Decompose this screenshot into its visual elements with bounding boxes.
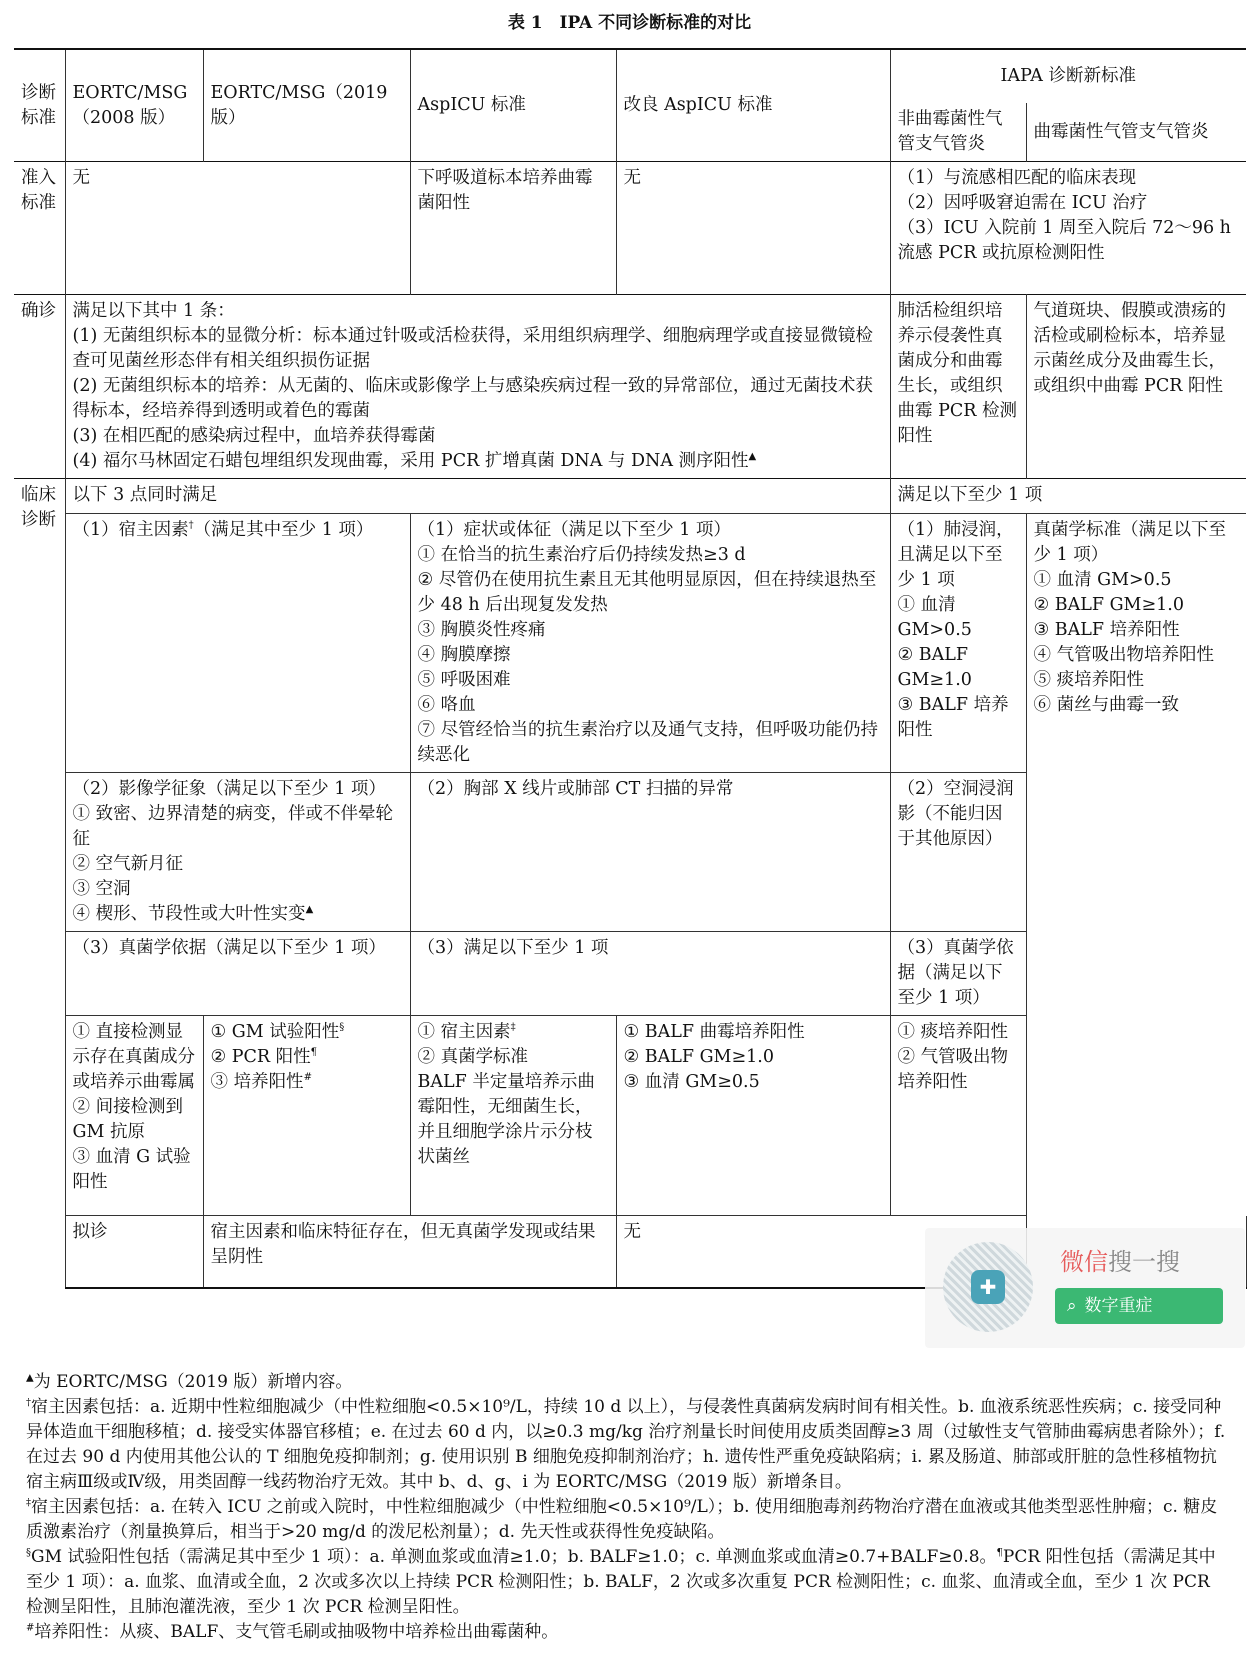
header-aspicu: AspICU 标准: [410, 49, 616, 162]
mycology-2008: ① 直接检测显示存在真菌成分或培养示曲霉属 ② 间接检测到 GM 抗原 ③ 血清 G 试验阳性: [65, 1016, 203, 1216]
iapa-non-tb-mycology: （3）真菌学依据（满足以下至少 1 项）: [890, 932, 1026, 1016]
row-label-clinical: 临床 诊断: [14, 479, 65, 1288]
clinical-all-three: 以下 3 点同时满足: [65, 479, 890, 514]
entry-eortc: 无: [65, 162, 410, 295]
mycology-evidence: （3）真菌学依据（满足以下至少 1 项）: [65, 932, 410, 1016]
wechat-label: 微信: [1060, 1248, 1108, 1276]
row-label-confirmed: 确诊: [14, 295, 65, 479]
iapa-tb-mycology: 真菌学标准（满足以下至少 1 项） ① 血清 GM>0.5 ② BALF GM≥1.0 ③ BALF 培养阳性 ④ 气管吸出物培养阳性 ⑤ 痰培养阳性 ⑥ 菌丝与曲霉一致: [1026, 514, 1246, 932]
chest-imaging-abnormal: （2）胸部 X 线片或肺部 CT 扫描的异常: [410, 773, 890, 932]
row-label-probable: 拟诊: [65, 1216, 203, 1288]
header-eortc-2008: EORTC/MSG （2008 版）: [65, 49, 203, 162]
header-iapa-non-tb: 非曲霉菌性气管支气管炎: [890, 103, 1026, 162]
search-label: 搜一搜: [1108, 1248, 1180, 1276]
imaging-signs: （2）影像学征象（满足以下至少 1 项） ① 致密、边界清楚的病变，伴或不伴晕轮征 ② 空气新月征 ③ 空洞 ④ 楔形、节段性或大叶性实变▲: [65, 773, 410, 932]
footnote-host-factors-eortc: †宿主因素包括：a. 近期中性粒细胞减少（中性粒细胞<0.5×10⁹/L，持续 10 d 以上），与侵袭性真菌病发病时间有相关性。b. 血液系统恶性疾病；c. 接受同种异体造血干细胞移植；d. 接受实体器官移植；e. 在过去 60 d 内，以≥0.3 mg/kg 治疗剂量长时间使用皮质类固醇≥3 周（过敏性支气管肺曲霉病患者除外）；f. 在过去 90 d 内使用其他公认的 T 细胞免疫抑制剂；g. 使用识别 B 细胞免疫抑制剂治疗；h. 遗传性严重免疫缺陷病；i. 累及肠道、肺部或肝脏的急性移植物抗宿主病Ⅲ级或Ⅳ级，用类固醇一线药物治疗无效。其中 b、d、g、i 为 EORTC/MSG（2019 版）新增条目。: [26, 1397, 1226, 1492]
entry-iapa: （1）与流感相匹配的临床表现 （2）因呼吸窘迫需在 ICU 治疗 （3）ICU 入院前 1 周至入院后 72～96 h 流感 PCR 或抗原检测阳性: [890, 162, 1246, 295]
entry-aspicu: 下呼吸道标本培养曲霉菌阳性: [410, 162, 616, 295]
entry-modified-aspicu: 无: [616, 162, 890, 295]
comparison-table: [14, 48, 1246, 1289]
wechat-watermark: [925, 1228, 1245, 1348]
mycology-2019: ① GM 试验阳性§ ② PCR 阳性¶ ③ 培养阳性#: [203, 1016, 410, 1216]
header-criteria: 诊断 标准: [14, 49, 65, 162]
confirmed-criteria: 满足以下其中 1 条： (1) 无菌组织标本的显微分析：标本通过针吸或活检获得，采用组织病理学、细胞病理学或直接显微镜检查可见菌丝形态伴有相关组织损伤证据 (2) 无菌组织标本的培养：从无菌的、临床或影像学上与感染疾病过程一致的异常部位，通过无菌技术获得标本，经培养得到透明或着色的霉菌 (3) 在相匹配的感染病过程中，血培养获得霉菌 (4) 福尔马林固定石蜡包埋组织发现曲霉，采用 PCR 扩增真菌 DNA 与 DNA 测序阳性▲: [65, 295, 890, 479]
medical-logo-icon: ✚: [971, 1270, 1005, 1304]
mycology-modified-aspicu: ① BALF 曲霉培养阳性 ② BALF GM≥1.0 ③ 血清 GM≥0.5: [616, 1016, 890, 1216]
search-button[interactable]: [1055, 1288, 1223, 1324]
probable-aspicu: 无: [616, 1216, 1026, 1288]
footnote-culture: #培养阳性：从痰、BALF、支气管毛刷或抽吸物中培养检出曲霉菌种。: [26, 1622, 559, 1642]
row-label-entry: 准入 标准: [14, 162, 65, 295]
wechat-search-brand: [1060, 1242, 1180, 1277]
probable-eortc: 宿主因素和临床特征存在，但无真菌学发现或结果呈阴性: [203, 1216, 616, 1288]
host-factor: （1）宿主因素†（满足其中至少 1 项）: [65, 514, 410, 773]
qr-code-icon: [943, 1242, 1033, 1332]
search-icon: ⌕: [1067, 1296, 1077, 1316]
mycology-at-least: （3）满足以下至少 1 项: [410, 932, 890, 1016]
header-eortc-2019: EORTC/MSG（2019 版）: [203, 49, 410, 162]
search-term: 数字重症: [1084, 1296, 1153, 1316]
header-modified-aspicu: 改良 AspICU 标准: [616, 49, 890, 162]
footnote-gm-pcr: §GM 试验阳性包括（需满足其中至少 1 项）：a. 单测血浆或血清≥1.0；b. BALF≥1.0；c. 单测血浆或血清≥0.7+BALF≥0.8。¶PCR 阳性包括（需满足其中至少 1 项）：a. 血浆、血清或全血，2 次或多次以上持续 PCR 检测阳性；b. BALF，2 次或多次重复 PCR 检测阳性；c. 血浆、血清或全血，至少 1 次 PCR 检测呈阳性，且肺泡灌洗液，至少 1 次 PCR 检测呈阳性。: [26, 1547, 1216, 1617]
iapa-non-tb-lung-infiltrate: （1）肺浸润，且满足以下至少 1 项 ① 血清 GM>0.5 ② BALF GM≥1.0 ③ BALF 培养阳性: [890, 514, 1026, 773]
header-iapa: IAPA 诊断新标准: [890, 49, 1246, 103]
symptoms-signs: （1）症状或体征（满足以下至少 1 项） ① 在恰当的抗生素治疗后仍持续发热≥3 d ② 尽管仍在使用抗生素且无其他明显原因，但在持续退热至少 48 h 后出现复发发热 ③ 胸膜炎性疼痛 ④ 胸膜摩擦 ⑤ 呼吸困难 ⑥ 咯血 ⑦ 尽管经恰当的抗生素治疗以及通气支持，但呼吸功能仍持续恶化: [410, 514, 890, 773]
footnote-host-factors-aspicu: ‡宿主因素包括：a. 在转入 ICU 之前或入院时，中性粒细胞减少（中性粒细胞<0.5×10⁹/L）；b. 使用细胞毒剂药物治疗潜在血液或其他类型恶性肿瘤；c. 糖皮质激素治疗（剂量换算后，相当于>20 mg/d 的泼尼松剂量）；d. 先天性或获得性免疫缺陷。: [26, 1497, 1218, 1542]
confirmed-iapa-non-tb: 肺活检组织培养示侵袭性真菌成分和曲霉生长，或组织曲霉 PCR 检测阳性: [890, 295, 1026, 479]
mycology-iapa-non-tb: ① 痰培养阳性 ② 气管吸出物培养阳性: [890, 1016, 1026, 1216]
clinical-iapa-at-least: 满足以下至少 1 项: [890, 479, 1246, 514]
iapa-non-tb-cavity: （2）空洞浸润影（不能归因于其他原因）: [890, 773, 1026, 932]
confirmed-iapa-tb: 气道斑块、假膜或溃疡的活检或刷检标本，培养显示菌丝成分及曲霉生长，或组织中曲霉 PCR 阳性: [1026, 295, 1246, 479]
table-title: 表 1 IPA 不同诊断标准的对比: [507, 13, 752, 33]
header-iapa-tb: 曲霉菌性气管支气管炎: [1026, 103, 1246, 162]
mycology-aspicu: ① 宿主因素‡ ② 真菌学标准 BALF 半定量培养示曲霉阳性，无细菌生长，并且细胞学涂片示分枝状菌丝: [410, 1016, 616, 1216]
footnote-new-items: ▲为 EORTC/MSG（2019 版）新增内容。: [26, 1372, 353, 1392]
footnotes: [26, 1370, 1232, 1645]
new-item-mark: ▲: [748, 451, 757, 463]
